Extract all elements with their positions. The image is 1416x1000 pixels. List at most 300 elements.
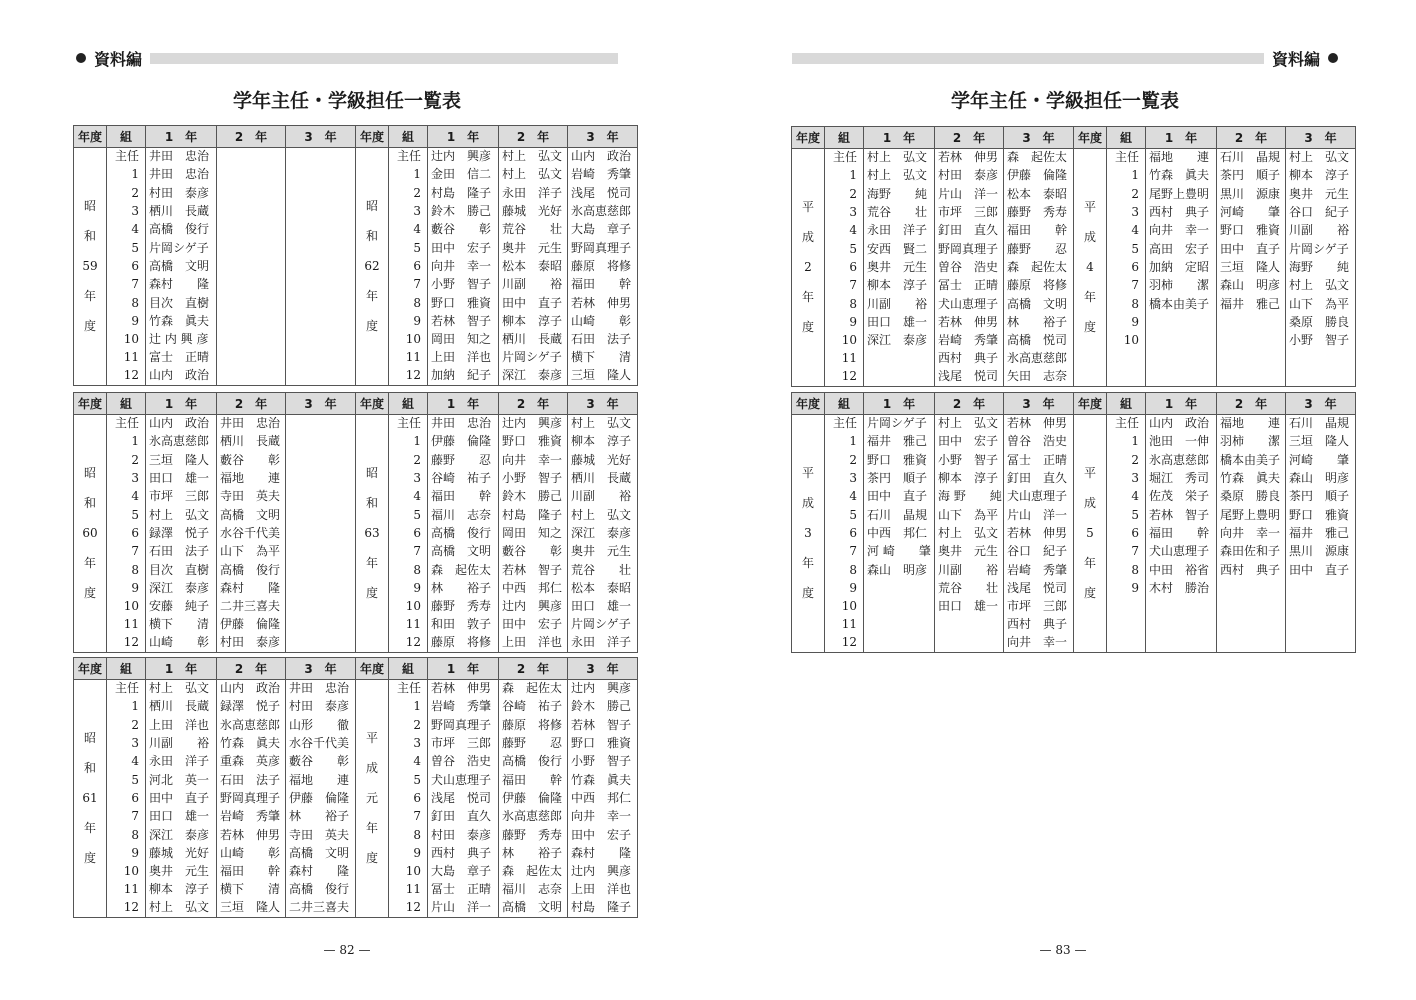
teacher-name: 林 裕子 xyxy=(286,808,356,826)
teacher-name: 片山 洋一 xyxy=(428,899,499,917)
era-char: 度 xyxy=(801,586,814,601)
class-number: 4 xyxy=(1107,488,1146,506)
class-number: 11 xyxy=(389,881,428,899)
teacher-name: 山下 為平 xyxy=(217,543,286,561)
era-label xyxy=(356,148,389,386)
teacher-name: 和田 敦子 xyxy=(428,616,499,634)
col-grade2-header: 2 年 xyxy=(499,126,568,148)
teacher-name: 矢田 志奈 xyxy=(1004,368,1074,386)
era-char: 62 xyxy=(364,259,380,274)
teacher-name: 村上 弘文 xyxy=(568,506,638,524)
teacher-name: 田中 宏子 xyxy=(935,433,1004,451)
col-grade2-header: 2 年 xyxy=(217,393,286,415)
teacher-name: 辻内 興彦 xyxy=(568,680,638,698)
teacher-name: 向井 幸一 xyxy=(1217,524,1286,542)
class-number: 8 xyxy=(389,826,428,844)
era-char: 59 xyxy=(82,259,98,274)
class-number: 5 xyxy=(825,506,864,524)
teacher-name: 井田 忠治 xyxy=(146,166,217,184)
class-number: 1 xyxy=(825,433,864,451)
col-grade2-header: 2 年 xyxy=(1217,127,1286,149)
col-grade3-header: 3 年 xyxy=(1286,393,1356,415)
col-year-header: 年度 xyxy=(356,658,389,680)
teacher-name: 野岡真理子 xyxy=(217,789,286,807)
teacher-name: 釘田 直久 xyxy=(1004,469,1074,487)
class-number: 2 xyxy=(107,716,146,734)
class-number: 6 xyxy=(107,524,146,542)
era-label xyxy=(1074,149,1107,387)
era-char: 和 xyxy=(365,229,378,244)
teacher-name: 三垣 隆人 xyxy=(146,451,217,469)
teacher-name: 藤原 将修 xyxy=(568,257,638,275)
col-grade2-header: 2 年 xyxy=(499,393,568,415)
era-char: 和 xyxy=(83,761,96,776)
col-grade3-header: 3 年 xyxy=(568,393,638,415)
class-number: 8 xyxy=(389,294,428,312)
teacher-name xyxy=(1146,634,1217,652)
teacher-name: 村上 弘文 xyxy=(146,899,217,917)
teacher-name: 柳本 淳子 xyxy=(1286,167,1356,185)
table-header-row xyxy=(792,127,1356,149)
class-number: 7 xyxy=(107,276,146,294)
teacher-name: 松本 泰昭 xyxy=(1004,185,1074,203)
class-number: 5 xyxy=(1107,506,1146,524)
teacher-name: 河崎 肇 xyxy=(1286,451,1356,469)
teacher-name: 黒川 源康 xyxy=(1217,185,1286,203)
teacher-name: 柳本 淳子 xyxy=(146,881,217,899)
teacher-name xyxy=(286,616,356,634)
teacher-name: 三垣 隆人 xyxy=(568,367,638,385)
class-number: 3 xyxy=(107,734,146,752)
teacher-name: 村上 弘文 xyxy=(1286,149,1356,167)
class-number: 9 xyxy=(389,844,428,862)
class-number: 主任 xyxy=(389,680,428,698)
class-number: 1 xyxy=(389,166,428,184)
class-number: 10 xyxy=(107,330,146,348)
col-grade2-header: 2 年 xyxy=(935,393,1004,415)
teacher-name: 林 裕子 xyxy=(428,579,499,597)
teacher-name: 井田 忠治 xyxy=(146,148,217,166)
teacher-name: 福田 幹 xyxy=(1146,524,1217,542)
teacher-name xyxy=(217,257,286,275)
teacher-name: 岡田 知之 xyxy=(499,524,568,542)
col-grade3-header: 3 年 xyxy=(286,658,356,680)
era-label xyxy=(74,148,107,386)
teacher-name: 野岡真理子 xyxy=(428,716,499,734)
teacher-name: 川副 裕 xyxy=(935,561,1004,579)
class-number: 1 xyxy=(107,433,146,451)
class-number: 7 xyxy=(107,543,146,561)
teacher-name: 石田 法子 xyxy=(146,543,217,561)
class-number: 3 xyxy=(107,202,146,220)
teacher-name: 柳本 淳子 xyxy=(935,469,1004,487)
teacher-name: 若林 伸男 xyxy=(428,680,499,698)
teacher-name: 岩崎 秀肇 xyxy=(568,166,638,184)
class-number: 7 xyxy=(389,543,428,561)
teacher-name: 松本 泰昭 xyxy=(568,579,638,597)
teacher-name xyxy=(1217,579,1286,597)
teacher-name: 石田 法子 xyxy=(568,330,638,348)
class-number: 主任 xyxy=(1107,415,1146,433)
teacher-name: 曽谷 浩史 xyxy=(1004,433,1074,451)
teacher-name: 高橋 俊行 xyxy=(146,221,217,239)
teacher-name: 浅尾 悦司 xyxy=(1004,579,1074,597)
teacher-name: 村上 弘文 xyxy=(499,148,568,166)
teacher-name: 栖川 長蔵 xyxy=(499,330,568,348)
teacher-name: 栖川 長蔵 xyxy=(146,698,217,716)
teacher-name: 井田 忠治 xyxy=(286,680,356,698)
era-char: 年 xyxy=(83,821,96,836)
era-char: 成 xyxy=(365,761,378,776)
teacher-name: 森 起佐太 xyxy=(1004,149,1074,167)
col-year-header: 年度 xyxy=(1074,393,1107,415)
era-label xyxy=(792,415,825,653)
teacher-name: 横下 清 xyxy=(568,349,638,367)
teacher-name: 岩崎 秀肇 xyxy=(217,808,286,826)
col-grade2-header: 2 年 xyxy=(499,658,568,680)
teacher-name: 森村 隆 xyxy=(217,579,286,597)
teacher-name: 氷高恵慈郎 xyxy=(217,716,286,734)
teacher-name: 浅尾 悦司 xyxy=(935,368,1004,386)
page-number: — 82 — xyxy=(323,943,371,957)
teacher-name: 福田 幹 xyxy=(568,276,638,294)
class-number: 12 xyxy=(389,367,428,385)
class-number: 10 xyxy=(389,597,428,615)
class-number: 7 xyxy=(389,276,428,294)
teacher-name: 村上 弘文 xyxy=(499,166,568,184)
teacher-name: 伊藤 倫隆 xyxy=(217,616,286,634)
teacher-name xyxy=(1217,634,1286,652)
roster-table xyxy=(73,125,638,386)
teacher-name: 森山 明彦 xyxy=(1286,469,1356,487)
era-char: 和 xyxy=(365,496,378,511)
teacher-name: 三垣 隆人 xyxy=(1286,433,1356,451)
era-char: 度 xyxy=(1083,320,1096,335)
class-number: 12 xyxy=(107,634,146,652)
roster-table xyxy=(73,657,638,918)
class-number: 5 xyxy=(1107,240,1146,258)
class-number: 4 xyxy=(389,488,428,506)
teacher-name: 辻内 興彦 xyxy=(428,148,499,166)
teacher-name: 福川 志奈 xyxy=(428,506,499,524)
teacher-name: 小野 智子 xyxy=(428,276,499,294)
bullet-icon xyxy=(1328,53,1338,63)
teacher-name: 栖川 長蔵 xyxy=(217,433,286,451)
teacher-name: 市坪 三郎 xyxy=(935,203,1004,221)
col-grade3-header: 3 年 xyxy=(568,126,638,148)
teacher-name: 岩崎 秀肇 xyxy=(428,698,499,716)
teacher-name: 田口 雄一 xyxy=(146,808,217,826)
teacher-name: 西村 典子 xyxy=(935,350,1004,368)
teacher-name: 森村 隆 xyxy=(568,844,638,862)
class-number: 8 xyxy=(1107,561,1146,579)
class-number: 9 xyxy=(389,312,428,330)
table-header-row xyxy=(74,126,638,148)
teacher-name: 羽柿 潔 xyxy=(1217,433,1286,451)
teacher-name: 福地 連 xyxy=(1217,415,1286,433)
teacher-name: 野岡真理子 xyxy=(568,239,638,257)
teacher-name: 川副 裕 xyxy=(146,734,217,752)
class-number: 10 xyxy=(107,597,146,615)
class-number: 2 xyxy=(825,185,864,203)
teacher-name: 村上 弘文 xyxy=(568,415,638,433)
class-number: 6 xyxy=(107,789,146,807)
teacher-name: 村上 弘文 xyxy=(146,506,217,524)
teacher-name: 犬山恵理子 xyxy=(428,771,499,789)
teacher-name: 福川 志奈 xyxy=(499,881,568,899)
header-rule xyxy=(792,53,1264,64)
era-char: 和 xyxy=(83,496,96,511)
teacher-name: 高橋 文明 xyxy=(217,506,286,524)
teacher-name: 高橋 悦司 xyxy=(1004,331,1074,349)
teacher-name: 尾野上豊明 xyxy=(1146,185,1217,203)
teacher-name: 藤野 忍 xyxy=(499,734,568,752)
teacher-name: 柳本 淳子 xyxy=(499,312,568,330)
teacher-name: 藤城 光好 xyxy=(499,202,568,220)
teacher-name: 高橋 俊行 xyxy=(499,753,568,771)
era-char: 平 xyxy=(801,200,814,215)
era-char: 年 xyxy=(365,556,378,571)
teacher-name: 重森 英彦 xyxy=(217,753,286,771)
teacher-name xyxy=(1217,597,1286,615)
teacher-name: 川副 裕 xyxy=(864,295,935,313)
teacher-name: 二井三喜夫 xyxy=(217,597,286,615)
class-number: 1 xyxy=(1107,433,1146,451)
teacher-name xyxy=(864,634,935,652)
teacher-name: 若林 智子 xyxy=(499,561,568,579)
teacher-name: 藤城 光好 xyxy=(146,844,217,862)
teacher-name xyxy=(286,451,356,469)
teacher-name xyxy=(864,616,935,634)
teacher-name: 福地 連 xyxy=(217,469,286,487)
col-grade3-header: 3 年 xyxy=(1004,393,1074,415)
teacher-name xyxy=(286,202,356,220)
class-number: 2 xyxy=(389,716,428,734)
class-number: 11 xyxy=(389,616,428,634)
teacher-name: 横下 清 xyxy=(146,616,217,634)
teacher-name: 加納 定昭 xyxy=(1146,258,1217,276)
teacher-name: 福地 連 xyxy=(286,771,356,789)
teacher-name: 永田 洋子 xyxy=(864,222,935,240)
class-number: 4 xyxy=(389,221,428,239)
class-number: 主任 xyxy=(825,149,864,167)
teacher-name: 氷高恵慈郎 xyxy=(146,433,217,451)
class-number: 3 xyxy=(1107,203,1146,221)
col-group-header: 組 xyxy=(1107,127,1146,149)
teacher-name: 野口 雅資 xyxy=(499,433,568,451)
era-char: 和 xyxy=(83,229,96,244)
era-char: 昭 xyxy=(83,731,96,746)
teacher-name: 犬山恵理子 xyxy=(1146,543,1217,561)
era-char: 3 xyxy=(804,526,812,541)
teacher-name: 山内 政治 xyxy=(568,148,638,166)
col-year-header: 年度 xyxy=(792,127,825,149)
teacher-name xyxy=(1217,616,1286,634)
teacher-name xyxy=(1217,368,1286,386)
teacher-name: 永田 洋子 xyxy=(146,753,217,771)
class-number: 1 xyxy=(389,433,428,451)
teacher-name: 森 起佐太 xyxy=(428,561,499,579)
era-char: 度 xyxy=(365,319,378,334)
col-grade1-header: 1 年 xyxy=(146,393,217,415)
col-year-header: 年度 xyxy=(74,393,107,415)
teacher-name: 片岡シゲ子 xyxy=(146,239,217,257)
teacher-name: 深江 泰彦 xyxy=(146,826,217,844)
teacher-name: 村田 泰彦 xyxy=(428,826,499,844)
teacher-name: 野口 雅資 xyxy=(568,734,638,752)
teacher-name xyxy=(217,184,286,202)
teacher-name: 岩崎 秀肇 xyxy=(1004,561,1074,579)
teacher-name: 山崎 彰 xyxy=(568,312,638,330)
teacher-name: 小野 智子 xyxy=(499,469,568,487)
teacher-name: 向井 幸一 xyxy=(1004,634,1074,652)
teacher-name: 村島 隆子 xyxy=(499,506,568,524)
teacher-name xyxy=(286,367,356,385)
class-number: 12 xyxy=(389,899,428,917)
teacher-name: 向井 幸一 xyxy=(1146,222,1217,240)
class-number: 8 xyxy=(107,826,146,844)
teacher-name: 森村 隆 xyxy=(146,276,217,294)
teacher-name: 三垣 隆人 xyxy=(1217,258,1286,276)
teacher-name: 村田 泰彦 xyxy=(146,184,217,202)
teacher-name: 中田 裕省 xyxy=(1146,561,1217,579)
teacher-name: 永田 洋子 xyxy=(499,184,568,202)
teacher-name: 伊藤 倫隆 xyxy=(499,789,568,807)
class-number: 6 xyxy=(825,524,864,542)
class-number: 9 xyxy=(1107,313,1146,331)
class-number: 9 xyxy=(107,579,146,597)
class-number: 12 xyxy=(107,367,146,385)
class-number: 7 xyxy=(1107,277,1146,295)
teacher-name: 氷高恵慈郎 xyxy=(1004,350,1074,368)
era-label xyxy=(356,680,389,918)
teacher-name: 加納 紀子 xyxy=(428,367,499,385)
class-number: 10 xyxy=(1107,331,1146,349)
teacher-name: 栖川 長蔵 xyxy=(146,202,217,220)
teacher-name: 荒谷 壮 xyxy=(568,561,638,579)
class-number: 5 xyxy=(389,506,428,524)
teacher-name xyxy=(1146,331,1217,349)
class-number: 主任 xyxy=(389,148,428,166)
class-number: 主任 xyxy=(1107,149,1146,167)
teacher-name: 黒川 源康 xyxy=(1286,543,1356,561)
teacher-name: 曽谷 浩史 xyxy=(428,753,499,771)
class-number: 12 xyxy=(389,634,428,652)
era-char: 成 xyxy=(801,230,814,245)
teacher-name: 森 起佐太 xyxy=(499,862,568,880)
col-group-header: 組 xyxy=(1107,393,1146,415)
era-char: 60 xyxy=(82,526,98,541)
era-char: 度 xyxy=(83,319,96,334)
class-number: 4 xyxy=(107,753,146,771)
era-char: 年 xyxy=(1083,290,1096,305)
teacher-name: 藤野 忍 xyxy=(428,451,499,469)
era-label xyxy=(792,149,825,387)
class-number: 2 xyxy=(107,184,146,202)
teacher-name: 辻内 興彦 xyxy=(568,862,638,880)
teacher-name xyxy=(1146,350,1217,368)
teacher-name xyxy=(286,166,356,184)
col-year-header: 年度 xyxy=(74,126,107,148)
teacher-name: 上田 洋也 xyxy=(146,716,217,734)
teacher-name: 桑原 勝良 xyxy=(1286,313,1356,331)
teacher-name: 西村 典子 xyxy=(428,844,499,862)
teacher-name xyxy=(1286,634,1356,652)
col-grade1-header: 1 年 xyxy=(864,393,935,415)
teacher-name xyxy=(286,561,356,579)
teacher-name: 片岡シゲ子 xyxy=(568,616,638,634)
teacher-name: 竹森 眞夫 xyxy=(1146,167,1217,185)
teacher-name xyxy=(286,433,356,451)
teacher-name: 福地 連 xyxy=(1146,149,1217,167)
teacher-name xyxy=(286,148,356,166)
class-number: 1 xyxy=(389,698,428,716)
teacher-name: 向井 幸一 xyxy=(568,808,638,826)
teacher-name xyxy=(1217,313,1286,331)
teacher-name: 柳本 淳子 xyxy=(864,277,935,295)
teacher-name: 藤原 将修 xyxy=(428,634,499,652)
teacher-name: 谷崎 祐子 xyxy=(499,698,568,716)
teacher-name: 荒谷 壮 xyxy=(499,221,568,239)
class-number: 10 xyxy=(825,597,864,615)
teacher-name: 池田 一伸 xyxy=(1146,433,1217,451)
teacher-name: 竹森 眞夫 xyxy=(1217,469,1286,487)
teacher-name: 村上 弘文 xyxy=(1286,277,1356,295)
teacher-name: 奥井 元生 xyxy=(1286,185,1356,203)
teacher-name: 河北 英一 xyxy=(146,771,217,789)
era-char: 年 xyxy=(365,821,378,836)
teacher-name xyxy=(286,415,356,433)
teacher-name xyxy=(217,294,286,312)
teacher-name: 石田 法子 xyxy=(217,771,286,789)
teacher-name: 向井 幸一 xyxy=(499,451,568,469)
teacher-name: 桑原 勝良 xyxy=(1217,488,1286,506)
class-number: 11 xyxy=(825,350,864,368)
teacher-name: 海 野 純 xyxy=(935,488,1004,506)
teacher-name: 野口 雅資 xyxy=(1286,506,1356,524)
class-number: 1 xyxy=(107,698,146,716)
teacher-name: 高橋 文明 xyxy=(499,899,568,917)
teacher-name: 釘田 直久 xyxy=(428,808,499,826)
class-number: 7 xyxy=(825,543,864,561)
teacher-name: 荒谷 壮 xyxy=(935,579,1004,597)
teacher-name: 若林 智子 xyxy=(568,716,638,734)
teacher-name: 村上 弘文 xyxy=(935,524,1004,542)
era-char: 5 xyxy=(1086,526,1094,541)
teacher-name: 西村 典子 xyxy=(1004,616,1074,634)
col-year-header: 年度 xyxy=(74,658,107,680)
class-number: 10 xyxy=(107,862,146,880)
teacher-name: 水谷千代美 xyxy=(217,524,286,542)
col-grade2-header: 2 年 xyxy=(1217,393,1286,415)
col-grade2-header: 2 年 xyxy=(217,658,286,680)
col-grade1-header: 1 年 xyxy=(1146,393,1217,415)
class-number xyxy=(1107,597,1146,615)
teacher-name: 辻内 興彦 xyxy=(499,415,568,433)
class-number: 2 xyxy=(1107,451,1146,469)
class-number xyxy=(1107,634,1146,652)
class-number: 2 xyxy=(825,451,864,469)
teacher-name: 目次 直樹 xyxy=(146,294,217,312)
teacher-name: 大島 章子 xyxy=(428,862,499,880)
teacher-name xyxy=(1286,616,1356,634)
col-grade1-header: 1 年 xyxy=(864,127,935,149)
teacher-name: 藤野 秀寿 xyxy=(1004,203,1074,221)
teacher-name: 辻 内 興 彦 xyxy=(146,330,217,348)
teacher-name: 荒谷 壮 xyxy=(864,203,935,221)
class-number: 5 xyxy=(107,771,146,789)
teacher-name xyxy=(286,543,356,561)
